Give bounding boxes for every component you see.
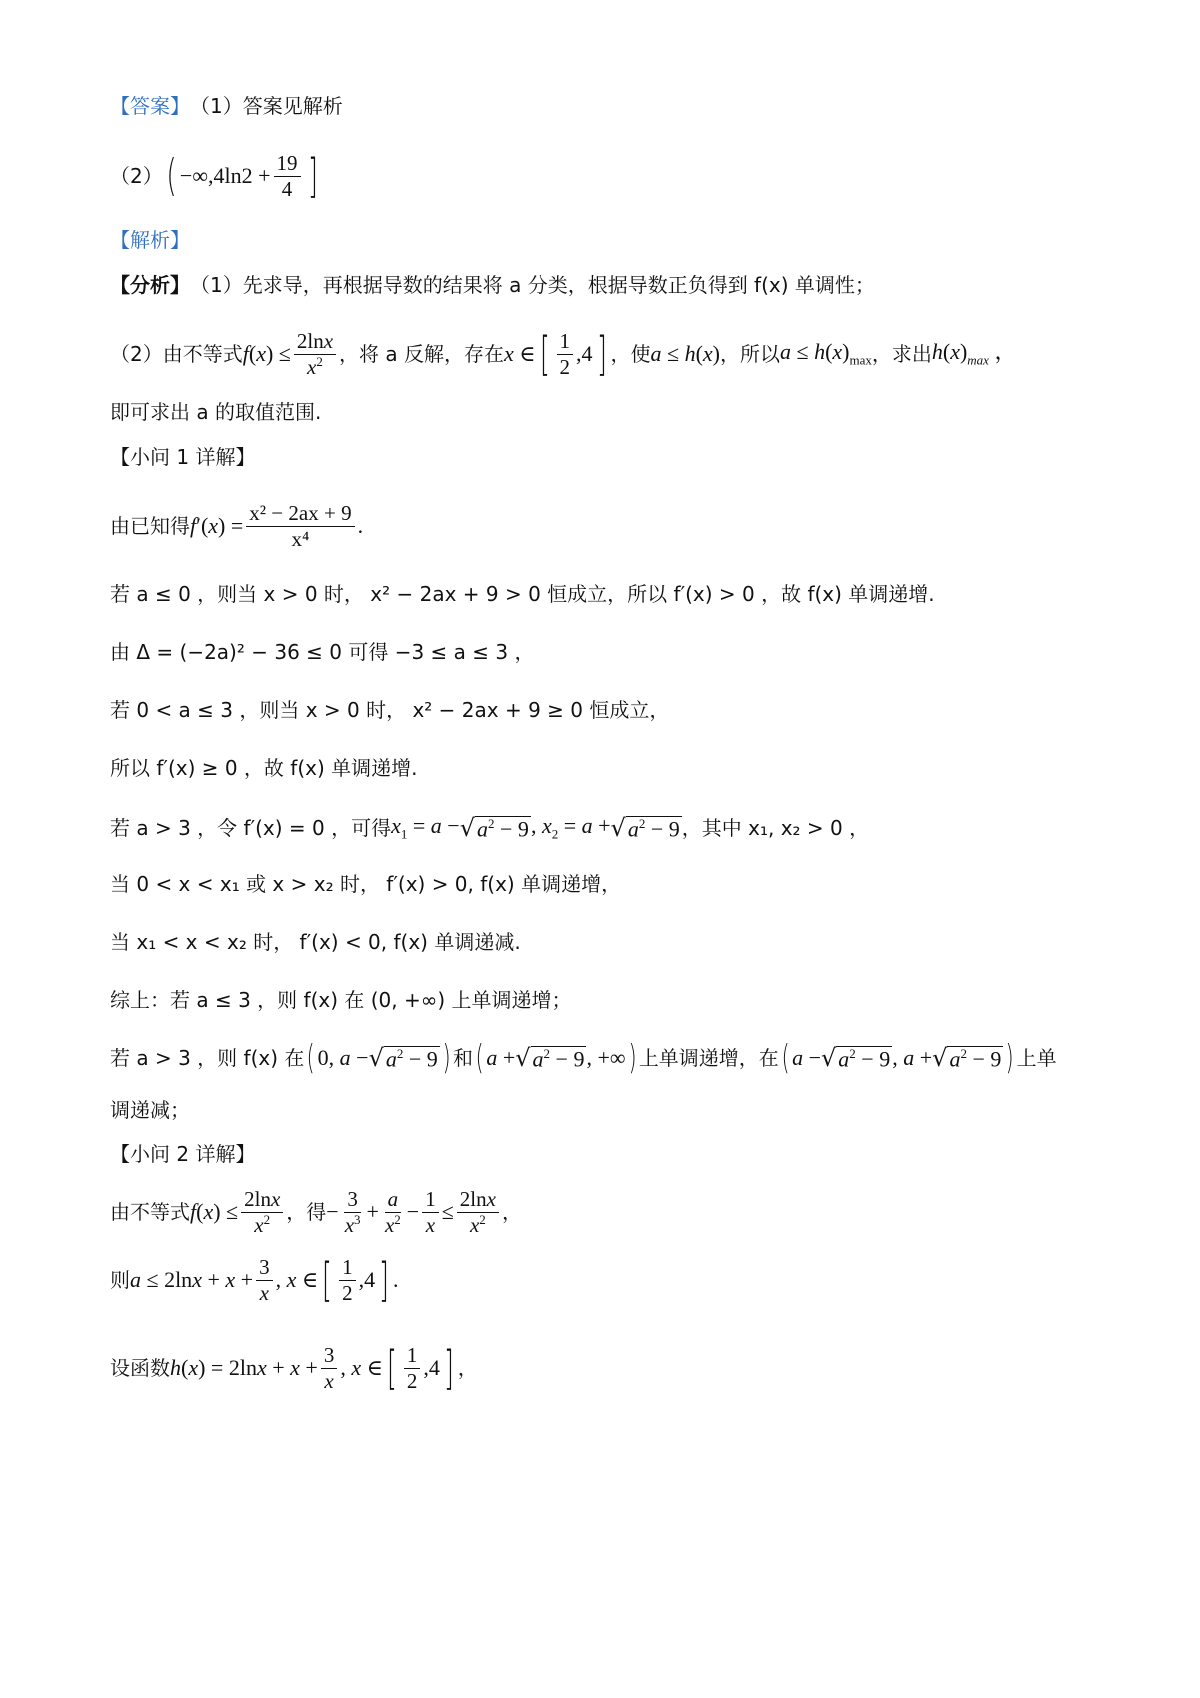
q2-define: 设函数 h(x) = 2lnx + x + $\frac{3}{x}$ , x ∈ [ $\frac{1}{2}$ ,4 ] ， <box>110 1341 478 1395</box>
q2-inequality: 由不等式 f(x) ≤ $\frac{2\ln x}{x^2}$ ，得 − $\frac{3}{x^3}$ + $\frac{a}{x^2}$ − $\frac{1}{x}$ ≤ $\frac{2\ln x}{x^2}$ ， <box>110 1187 522 1237</box>
answer-line <box>110 96 1110 116</box>
analysis-label: 【解析】 <box>110 228 190 252</box>
q1-case1: 若 a ≤ 0 ，则当 x > 0 时， x² − 2ax + 9 > 0 恒成立，所以 f′(x) > 0 ，故 f(x) 单调递增. <box>110 582 935 606</box>
q1-case3-dec: 当 x₁ < x < x₂ 时， f′(x) < 0, f(x) 单调递减. <box>110 930 521 954</box>
fenxi-line3: 即可求出 a 的取值范围. <box>110 400 322 424</box>
q1-summary1: 综上：若 a ≤ 3 ，则 f(x) 在 (0, +∞) 上单调递增； <box>110 988 572 1012</box>
q1-summary3: 调递减； <box>110 1098 190 1122</box>
q1-delta: 由 Δ = (−2a)² − 36 ≤ 0 可得 −3 ≤ a ≤ 3 ， <box>110 640 535 664</box>
q1-case2b: 所以 f′(x) ≥ 0 ，故 f(x) 单调递增. <box>110 756 418 780</box>
answer-part2-label: （2） <box>110 164 163 188</box>
q2-heading: 【小问 2 详解】 <box>110 1142 256 1166</box>
q2-then: 则 a ≤ 2lnx + x + $\frac{3}{x}$ , x ∈ [ $\frac{1}{2}$ ,4 ] . <box>110 1253 399 1307</box>
answer-interval-left: −∞,4ln2 + <box>179 163 271 188</box>
q1-derivative: 由已知得 f′(x) = $\frac{\text{x² − 2ax + 9}}{\text{x⁴}}$ . <box>110 501 364 551</box>
fenxi-line1: 【分析】 （1）先求导，再根据导数的结果将 a 分类，根据导数正负得到 f(x) 单调性； <box>110 273 875 297</box>
answer-part1: （1）答案见解析 <box>190 94 343 118</box>
answer-fraction: $\frac{19}{4}$ <box>274 151 301 200</box>
answer-part2: （2） ( −∞,4ln2 + $\frac{19}{4}$ ] <box>110 149 318 203</box>
fenxi-line2: （2）由不等式 f(x) ≤ $\frac{2\ln x}{x^2}$ ，将 a 反解，存在 x ∈ [ $\frac{1}{2}$ ,4 ] ，使 a ≤ h(x) ，所以 $a \le h(x)_{max}$ ，求出 $h(x)_{max}$ ， <box>110 327 1017 381</box>
q1-summary2: 若 a > 3 ，则 f(x) 在 ( 0, a − √ $a^2 - 9$ ) 和 ( a + √ $a^2 - 9$ , +∞ ) 上单调递增，在 ( a − √ $a^2 - 9$ , a + √ $a^2 - 9$ ) 上单 <box>110 1038 1057 1078</box>
q1-heading: 【小问 1 详解】 <box>110 445 256 469</box>
fenxi-label: 【分析】 <box>110 273 190 297</box>
answer-label: 【答案】 <box>110 94 190 118</box>
q1-case2: 若 0 < a ≤ 3 ，则当 x > 0 时， x² − 2ax + 9 ≥ 0 恒成立， <box>110 698 670 722</box>
q1-case3: 若 a > 3 ，令 f′(x) = 0 ，可得 $x_1 = a$ − √ $a^2 - 9$ , $x_2 = a$ + √ $a^2 - 9$ ，其中 x₁, x₂ > 0 ， <box>110 813 870 843</box>
q1-case3-inc: 当 0 < x < x₁ 或 x > x₂ 时， f′(x) > 0, f(x) 单调递增， <box>110 872 622 896</box>
